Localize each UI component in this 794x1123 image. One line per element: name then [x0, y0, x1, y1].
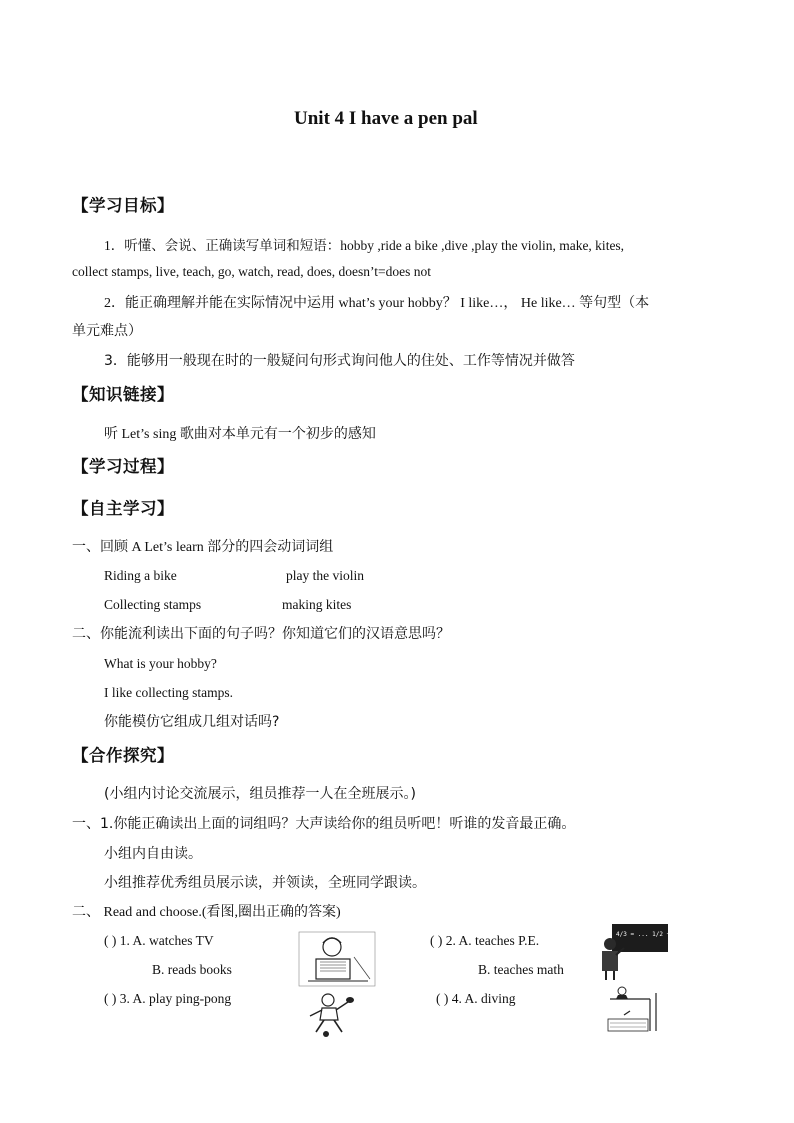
self-study-part-1-heading: 一、回顾 A Let’s learn 部分的四会动词词组: [72, 540, 334, 555]
question-2-option-a: ( ) 2. A. teaches P.E.: [430, 933, 540, 948]
question-2-option-b: B. teaches math: [478, 962, 564, 977]
cooperation-part-2-heading: 二、 Read and choose.(看图,圈出正确的答案): [72, 905, 341, 920]
sentence-i-like-collecting-stamps: I like collecting stamps.: [104, 685, 233, 700]
objective-2-line-1: 2．能正确理解并能在实际情况中运用 what’s your hobby？ I like…， He like… 等句型（本: [104, 296, 650, 311]
section-heading-process: 【学习过程】: [72, 457, 174, 476]
ping-pong-illustration: [302, 990, 356, 1038]
phrase-play-the-violin: play the violin: [286, 568, 364, 583]
phrase-making-kites: making kites: [282, 597, 352, 612]
phrase-collecting-stamps: Collecting stamps: [104, 597, 202, 612]
section-heading-knowledge-link: 【知识链接】: [72, 385, 174, 404]
objective-1-line-2: collect stamps, live, teach, go, watch, read, does, doesn’t=does not: [72, 264, 432, 279]
question-1-option-a: ( ) 1. A. watches TV: [104, 933, 214, 948]
blackboard-text: 4/3 = ... 1/2 + 1/3: [616, 931, 685, 938]
phrase-riding-a-bike: Riding a bike: [104, 568, 177, 583]
self-study-part-2-heading: 二、你能流利读出下面的句子吗？你知道它们的汉语意思吗？: [72, 626, 450, 642]
diving-illustration: [604, 985, 664, 1033]
question-1-option-b: B. reads books: [152, 962, 232, 977]
section-heading-self-study: 【自主学习】: [72, 499, 174, 518]
section-heading-cooperation: 【合作探究】: [72, 746, 174, 765]
cooperation-line-a: 小组内自由读。: [104, 846, 202, 862]
section-heading-objectives: 【学习目标】: [72, 196, 174, 215]
cooperation-part-1-heading: 一、1.你能正确读出上面的词组吗？大声读给你的组员听吧！听谁的发音最正确。: [72, 816, 576, 832]
cooperation-note: (小组内讨论交流展示，组员推荐一人在全班展示。): [104, 786, 416, 802]
knowledge-link-text: 听 Let’s sing 歌曲对本单元有一个初步的感知: [104, 427, 376, 442]
objective-3: 3．能够用一般现在时的一般疑问句形式询问他人的住处、工作等情况并做答: [104, 353, 575, 369]
cooperation-line-b: 小组推荐优秀组员展示读，并领读，全班同学跟读。: [104, 875, 426, 891]
objective-2-line-2: 单元难点）: [72, 323, 142, 339]
question-4-option-a: ( ) 4. A. diving: [436, 991, 516, 1006]
tv-watching-illustration: [298, 931, 376, 987]
question-3-option-a: ( ) 3. A. play ping-pong: [104, 991, 232, 1006]
sentence-what-is-your-hobby: What is your hobby?: [104, 656, 217, 671]
objective-1-line-1: 1．听懂、会说、正确读写单词和短语：hobby ,ride a bike ,dive ,play the violin, make, kites,: [104, 238, 625, 253]
self-study-prompt: 你能模仿它组成几组对话吗?: [104, 714, 280, 730]
document-title: Unit 4 I have a pen pal: [294, 108, 478, 129]
teacher-blackboard-illustration: [598, 922, 685, 982]
